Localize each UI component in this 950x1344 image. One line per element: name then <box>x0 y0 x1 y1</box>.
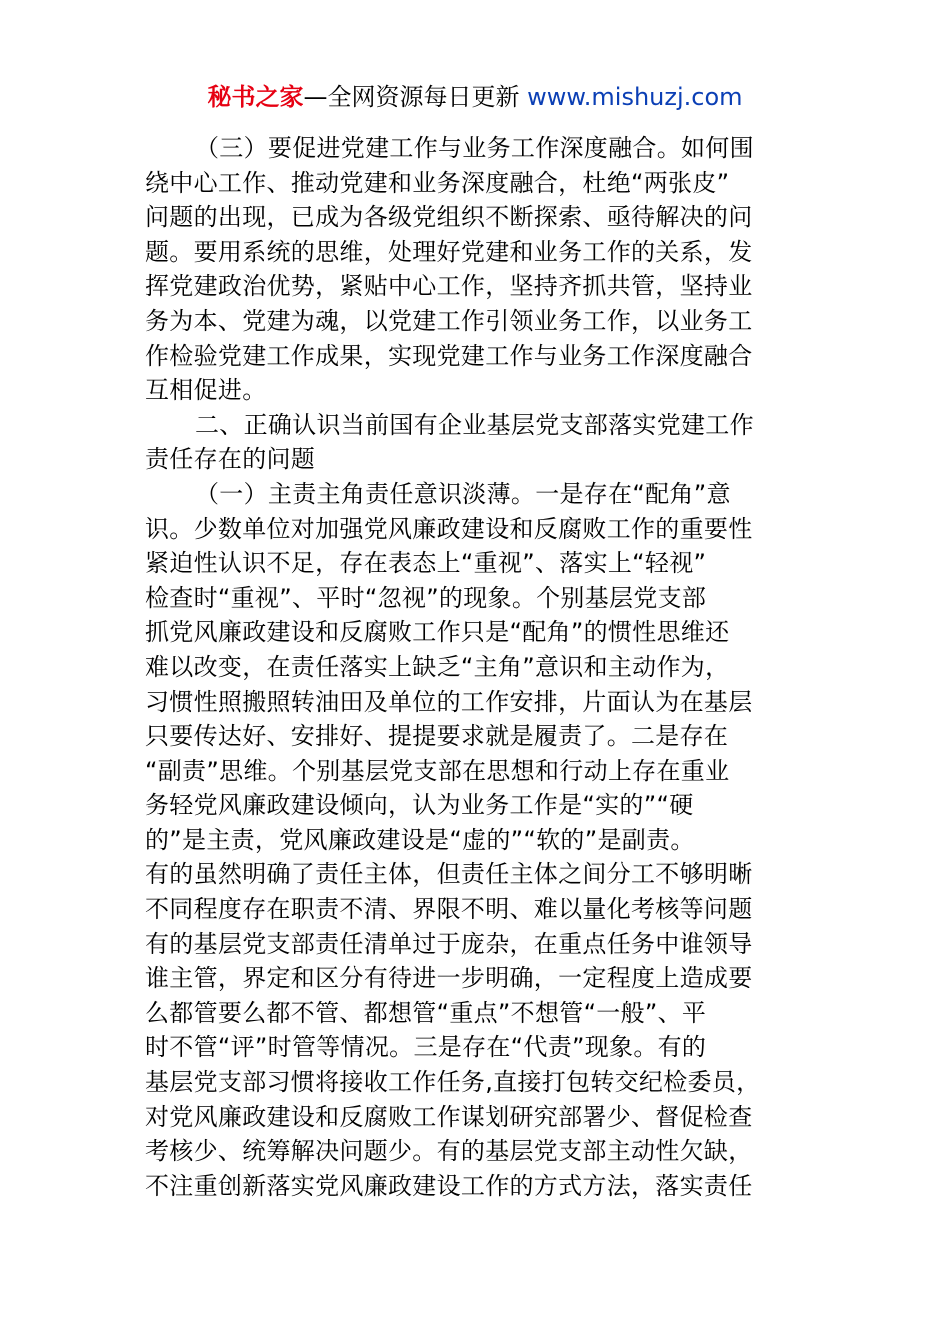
text-line: 谁主管，界定和区分有待进一步明确，一定程度上造成要 <box>145 964 753 993</box>
text-line: 题。要用系统的思维，处理好党建和业务工作的关系，发 <box>145 237 753 266</box>
text-line: 紧迫性认识不足，存在表态上“重视”、落实上“轻视” <box>145 549 707 578</box>
text-line: 基层党支部习惯将接收工作任务,直接打包转交纪检委员， <box>145 1068 761 1097</box>
text-line: 二、正确认识当前国有企业基层党支部落实党建工作 <box>195 410 754 439</box>
header-tagline: —全网资源每日更新 <box>303 83 528 111</box>
text-line: 识。少数单位对加强党风廉政建设和反腐败工作的重要性 <box>145 514 753 543</box>
text-line: 作检验党建工作成果，实现党建工作与业务工作深度融合 <box>145 341 753 370</box>
document-body <box>145 131 805 1203</box>
text-line: “副责”思维。个别基层党支部在思想和行动上存在重业 <box>145 756 730 785</box>
text-line: 有的虽然明确了责任主体，但责任主体之间分工不够明晰 <box>145 860 753 889</box>
text-line: 不同程度存在职责不清、界限不明、难以量化考核等问题 <box>145 895 753 924</box>
text-line: 问题的出现，已成为各级党组织不断探索、亟待解决的问 <box>145 203 753 232</box>
text-line: （一）主责主角责任意识淡薄。一是存在“配角”意 <box>195 479 731 508</box>
text-line: 有的基层党支部责任清单过于庞杂，在重点任务中谁领导 <box>145 929 753 958</box>
text-line: 检查时“重视”、平时“忽视”的现象。个别基层党支部 <box>145 583 707 612</box>
text-line: 的”是主责，党风廉政建设是“虚的”“软的”是副责。 <box>145 825 695 854</box>
text-line: 挥党建政治优势，紧贴中心工作，坚持齐抓共管，坚持业 <box>145 272 753 301</box>
text-line: 考核少、统筹解决问题少。有的基层党支部主动性欠缺， <box>145 1137 753 1166</box>
brand-name: 秘书之家 <box>207 83 304 111</box>
text-line: 只要传达好、安排好、提提要求就是履责了。二是存在 <box>145 722 729 751</box>
text-line: 么都管要么都不管、都想管“重点”不想管“一般”、平 <box>145 998 707 1027</box>
text-line: 习惯性照搬照转油田及单位的工作安排，片面认为在基层 <box>145 687 753 716</box>
site-header <box>0 80 950 114</box>
text-line: 务轻党风廉政建设倾向，认为业务工作是“实的”“硬 <box>145 791 694 820</box>
text-line: 抓党风廉政建设和反腐败工作只是“配角”的惯性思维还 <box>145 618 730 647</box>
text-line: 务为本、党建为魂，以党建工作引领业务工作，以业务工 <box>145 306 753 335</box>
text-line: 责任存在的问题 <box>145 445 316 474</box>
text-line: 绕中心工作、推动党建和业务深度融合，杜绝“两张皮” <box>145 168 730 197</box>
site-url-link[interactable]: www.mishuzj.com <box>527 83 743 111</box>
text-line: 难以改变，在责任落实上缺乏“主角”意识和主动作为， <box>145 652 730 681</box>
text-line: 不注重创新落实党风廉政建设工作的方式方法，落实责任 <box>145 1171 753 1200</box>
text-line: 对党风廉政建设和反腐败工作谋划研究部署少、督促检查 <box>145 1102 753 1131</box>
text-line: （三）要促进党建工作与业务工作深度融合。如何围 <box>195 134 754 162</box>
text-line: 互相促进。 <box>145 376 267 405</box>
text-line: 时不管“评”时管等情况。三是存在“代责”现象。有的 <box>145 1033 707 1062</box>
